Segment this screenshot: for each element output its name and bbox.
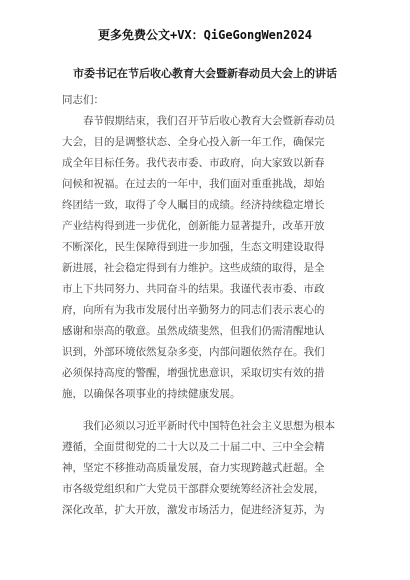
paragraph-line: 终团结一致，取得了令人瞩目的成绩。经济持续稳定增长 xyxy=(62,199,325,211)
paragraph-line: 新进展，社会稳定得到有力维护。这些成绩的取得，是全 xyxy=(62,262,325,274)
paragraph-line: 不断深化，民生保障得到进一步加强，生态文明建设取得 xyxy=(62,241,325,253)
paragraph-1 xyxy=(62,111,358,405)
paragraph-line: 必须保持高度的警醒，增强忧患意识，采取切实有效的措 xyxy=(62,367,325,379)
paragraph-line: 春节假期结束，我们召开节后收心教育大会暨新春动员 xyxy=(62,115,335,127)
paragraph-line: 识到，外部环境依然复杂多变，内部问题依然存在。我们 xyxy=(62,346,325,358)
speech-title: 市委书记在节后收心教育大会暨新春动员大会上的讲话 xyxy=(73,67,337,80)
paragraph-line: 成全年目标任务。我代表市委、市政府，向大家致以新春 xyxy=(62,157,325,169)
paragraph-line: 大会，目的是调整状态、全身心投入新一年工作，确保完 xyxy=(62,136,325,148)
paragraph-line: 我们必须以习近平新时代中国特色社会主义思想为根本 xyxy=(62,420,335,432)
paragraph-line: 市各级党组织和广大党员干部群众要统筹经济社会发展， xyxy=(62,483,325,495)
salutation: 同志们： xyxy=(62,94,104,106)
paragraph-line: 遵循，全面贯彻党的二十大以及二十届二中、三中全会精 xyxy=(62,441,325,453)
paragraph-line: 问候和祝福。在过去的一年中，我们面对重重挑战，却始 xyxy=(62,178,325,190)
paragraph-2 xyxy=(62,416,358,521)
watermark-header: 更多免费公文+VX：QiGeGongWen2024 xyxy=(97,28,313,42)
paragraph-line: 产业结构得到进一步优化，创新能力显著提升，改革开放 xyxy=(62,220,325,232)
paragraph-line: 施，以确保各项事业的持续健康发展。 xyxy=(62,388,241,400)
paragraph-line: 府，向所有为我市发展付出辛勤努力的同志们表示衷心的 xyxy=(62,304,325,316)
paragraph-line: 神，坚定不移推动高质量发展，奋力实现跨越式赶超。全 xyxy=(62,462,325,474)
paragraph-line: 深化改革，扩大开放，激发市场活力，促进经济复苏，为 xyxy=(62,504,325,516)
paragraph-line: 市上下共同努力、共同奋斗的结果。我谨代表市委、市政 xyxy=(62,283,325,295)
paragraph-line: 感谢和崇高的敬意。虽然成绩斐然，但我们仍需清醒地认 xyxy=(62,325,325,337)
